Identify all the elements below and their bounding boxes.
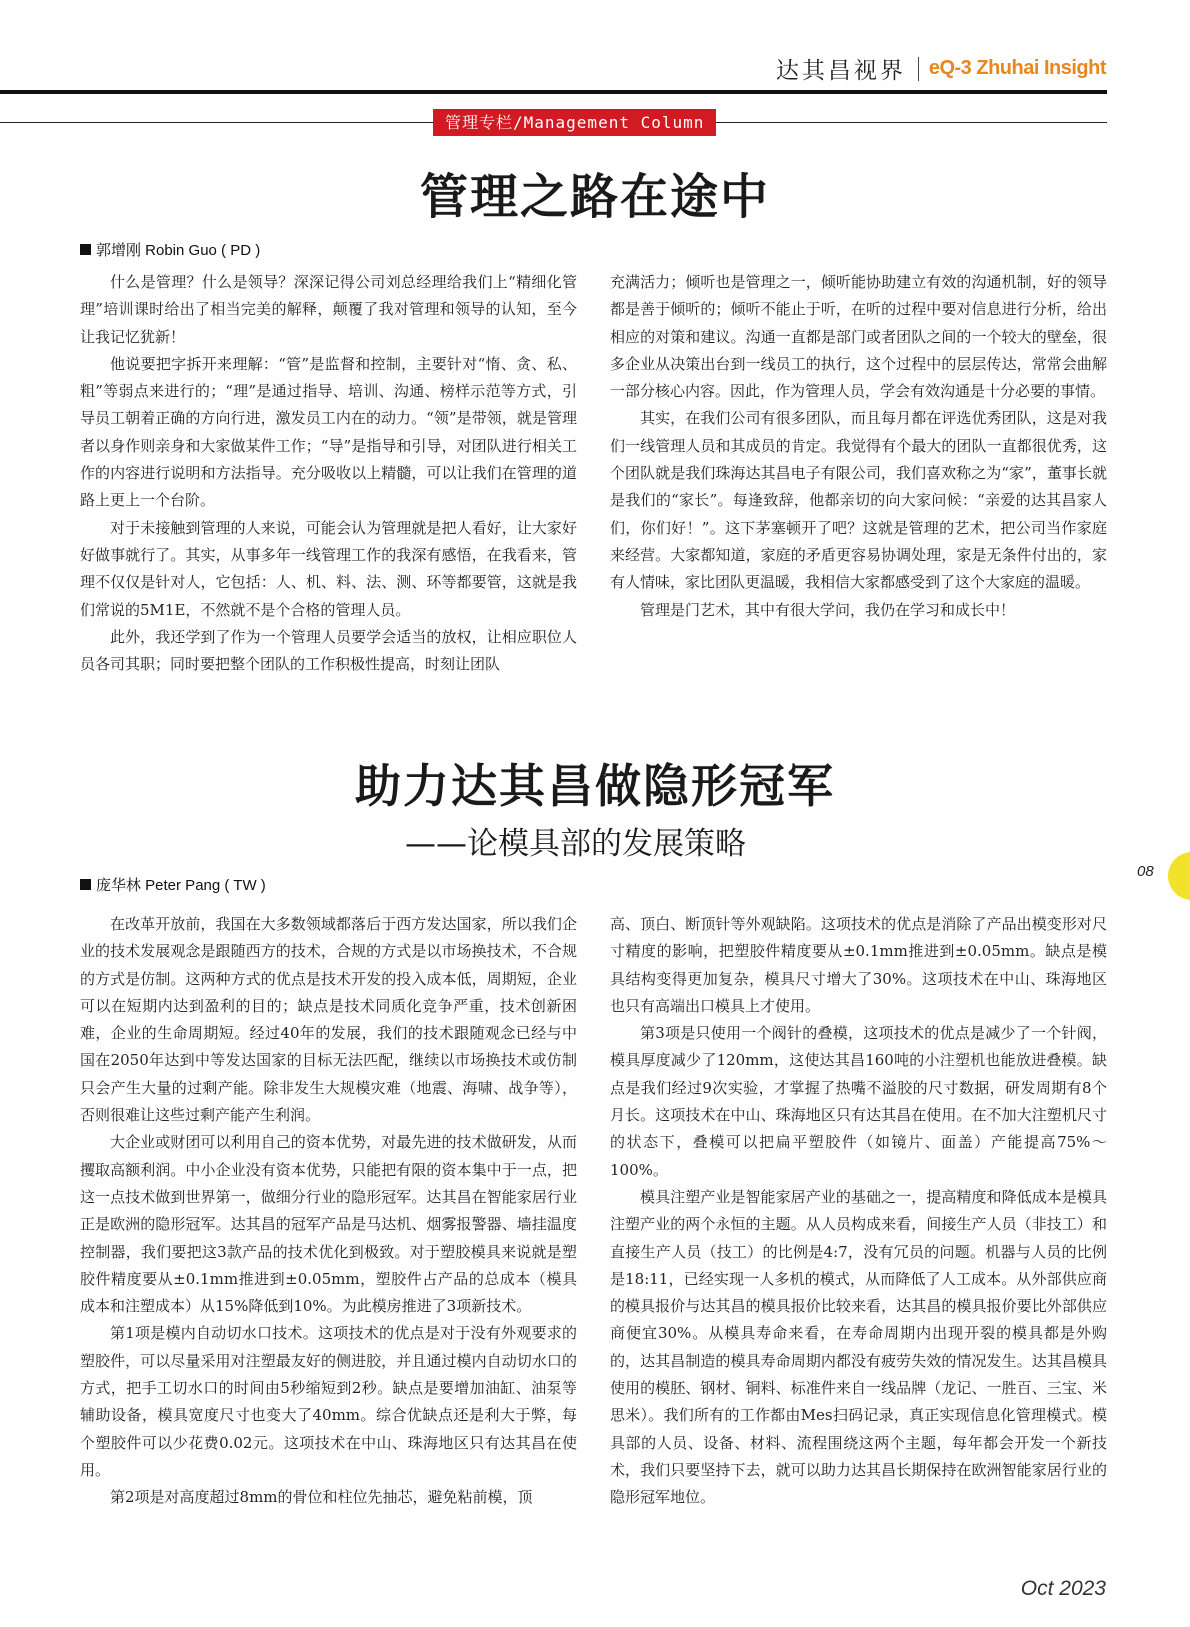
brand-cn: 达其昌视界 <box>775 58 906 84</box>
paragraph: 什么是管理？什么是领导？深深记得公司刘总经理给我们上“精细化管理”培训课时给出了相当完美的解释，颠覆了我对管理和领导的认知，至今让我记忆犹新！ <box>80 273 577 346</box>
article2-author <box>80 874 266 895</box>
paragraph: 高、顶白、断顶针等外观缺陷。这项技术的优点是消除了产品出模变形对尺寸精度的影响，把塑胶件精度要从±0.1mm推进到±0.05mm。缺点是模具结构变得更加复杂，模具尺寸增大了30%。这项技术在中山、珠海地区也只有高端出口模具上才使用。 <box>610 915 1107 1015</box>
page-marker-circle <box>1168 852 1190 900</box>
article1-column-right <box>610 269 1107 624</box>
article2-author-name: 庞华林 Peter Pang ( TW ) <box>96 877 266 894</box>
paragraph: 充满活力；倾听也是管理之一，倾听能协助建立有效的沟通机制，好的领导都是善于倾听的；倾听不能止于听，在听的过程中要对信息进行分析，给出相应的对策和建议。沟通一直都是部门或者团队之间的一个较大的壁垒，很多企业从决策出台到一线员工的执行，这个过程中的层层传达，常常会曲解一部分核心内容。因此，作为管理人员，学会有效沟通是十分必要的事情。 <box>610 273 1107 401</box>
article2-column-right <box>610 911 1107 1512</box>
article2-subtitle: ——论模具部的发展策略 <box>405 826 746 862</box>
article1-author <box>80 239 260 260</box>
paragraph: 在改革开放前，我国在大多数领域都落后于西方发达国家，所以我们企业的技术发展观念是跟随西方的技术，合规的方式是以市场换技术，不合规的方式是仿制。这两种方式的优点是技术开发的投入成本低，周期短，企业可以在短期内达到盈利的目的；缺点是技术同质化竞争严重，技术创新困难，企业的生命周期短。经过40年的发展，我们的技术跟随观念已经与中国在2050年达到中等发达国家的目标无法匹配，继续以市场换技术或仿制只会产生大量的过剩产能。除非发生大规模灾难（地震、海啸、战争等），否则很难让这些过剩产能产生利润。 <box>80 915 577 1125</box>
header-rule-thick <box>0 90 1107 94</box>
paragraph: 他说要把字拆开来理解：“管”是监督和控制，主要针对“惰、贪、私、粗”等弱点来进行的；“理”是通过指导、培训、沟通、榜样示范等方式，引导员工朝着正确的方向行进，激发员工内在的动力。“领”是带领，就是管理者以身作则亲身和大家做某件工作；“导”是指导和引导，对团队进行相关工作的内容进行说明和方法指导。充分吸收以上精髓，可以让我们在管理的道路上更上一个台阶。 <box>80 354 577 510</box>
page-number: 08 <box>1137 863 1154 880</box>
article1-author-name: 郭增刚 Robin Guo ( PD ) <box>96 242 261 259</box>
paragraph: 大企业或财团可以利用自己的资本优势，对最先进的技术做研发，从而攫取高额利润。中小企业没有资本优势，只能把有限的资本集中于一点，把这一点技术做到世界第一，做细分行业的隐形冠军。达其昌在智能家居行业正是欧洲的隐形冠军。达其昌的冠军产品是马达机、烟雾报警器、墙挂温度控制器，我们要把这3款产品的技术优化到极致。对于塑胶模具来说就是塑胶件精度要从±0.1mm推进到±0.05mm，塑胶件占产品的总成本（模具成本和注塑成本）从15%降低到10%。为此模房推进了3项新技术。 <box>80 1133 577 1316</box>
article1-title: 管理之路在途中 <box>419 169 770 225</box>
paragraph: 模具注塑产业是智能家居产业的基础之一，提高精度和降低成本是模具注塑产业的两个永恒的主题。从人员构成来看，间接生产人员（非技工）和直接生产人员（技工）的比例是4:7，没有冗员的问题。机器与人员的比例是18:11，已经实现一人多机的模式，从而降低了人工成本。从外部供应商的模具报价与达其昌的模具报价比较来看，达其昌的模具报价要比外部供应商便宜30%。从模具寿命来看，在寿命周期内出现开裂的模具都是外购的，达其昌制造的模具寿命周期内都没有疲劳失效的情况发生。达其昌模具使用的模胚、钢材、铜料、标准件来自一线品牌（龙记、一胜百、三宝、米思米）。我们所有的工作都由Mes扫码记录，真正实现信息化管理模式。模具部的人员、设备、材料、流程围绕这两个主题，每年都会开发一个新技术，我们只要坚持下去，就可以助力达其昌长期保持在欧洲智能家居行业的隐形冠军地位。 <box>610 1187 1107 1507</box>
paragraph: 此外，我还学到了作为一个管理人员要学会适当的放权，让相应职位人员各司其职；同时要把整个团队的工作积极性提高，时刻让团队 <box>80 627 577 674</box>
author-bullet-icon <box>80 244 91 255</box>
paragraph: 对于未接触到管理的人来说，可能会认为管理就是把人看好，让大家好好做事就行了。其实，从事多年一线管理工作的我深有感悟，在我看来，管理不仅仅是针对人，它包括：人、机、料、法、测、环等都要管，这就是我们常说的5M1E，不然就不是个合格的管理人员。 <box>80 518 577 619</box>
paragraph: 管理是门艺术，其中有很大学问，我仍在学习和成长中！ <box>640 600 1016 619</box>
paragraph: 第1项是模内自动切水口技术。这项技术的优点是对于没有外观要求的塑胶件，可以尽量采用对注塑最友好的侧进胶，并且通过模内自动切水口的方式，把手工切水口的时间由5秒缩短到2秒。缺点是要增加油缸、油泵等辅助设备，模具宽度尺寸也变大了40mm。综合优缺点还是利大于弊，每个塑胶件可以少花费0.02元。这项技术在中山、珠海地区只有达其昌在使用。 <box>80 1324 577 1479</box>
article2-column-left <box>80 911 577 1512</box>
brand-divider <box>918 57 919 81</box>
author-bullet-icon <box>80 879 91 890</box>
paragraph: 其实，在我们公司有很多团队，而且每月都在评选优秀团队，这是对我们一线管理人员和其成员的肯定。我觉得有个最大的团队一直都很优秀，这个团队就是我们珠海达其昌电子有限公司，我们喜欢称之为“家”，董事长就是我们的“家长”。每逢致辞，他都亲切的向大家问候：“亲爱的达其昌家人们，你们好！”。这下茅塞顿开了吧？这就是管理的艺术，把公司当作家庭来经营。大家都知道，家庭的矛盾更容易协调处理，家是无条件付出的，家有人情味，家比团队更温暖，我相信大家都感受到了这个大家庭的温暖。 <box>610 409 1107 592</box>
brand-en: eQ-3 Zhuhai Insight <box>928 57 1106 79</box>
masthead <box>776 52 1106 85</box>
article1-column-left <box>80 269 577 678</box>
paragraph: 第3项是只使用一个阀针的叠模，这项技术的优点是减少了一个针阀，模具厚度减少了120mm，这使达其昌160吨的小注塑机也能放进叠模。缺点是我们经过9次实验，才掌握了热嘴不溢胶的尺寸数据，研发周期有8个月长。这项技术在中山、珠海地区只有达其昌在使用。在不加大注塑机尺寸的状态下，叠模可以把扁平塑胶件（如镜片、面盖）产能提高75%～100%。 <box>610 1024 1107 1179</box>
column-tag: 管理专栏/Management Column <box>433 109 716 136</box>
paragraph: 第2项是对高度超过8mm的骨位和柱位先抽芯，避免粘前模，顶 <box>110 1488 533 1507</box>
article2-title: 助力达其昌做隐形冠军 <box>355 759 835 813</box>
issue-date: Oct 2023 <box>1020 1577 1106 1600</box>
